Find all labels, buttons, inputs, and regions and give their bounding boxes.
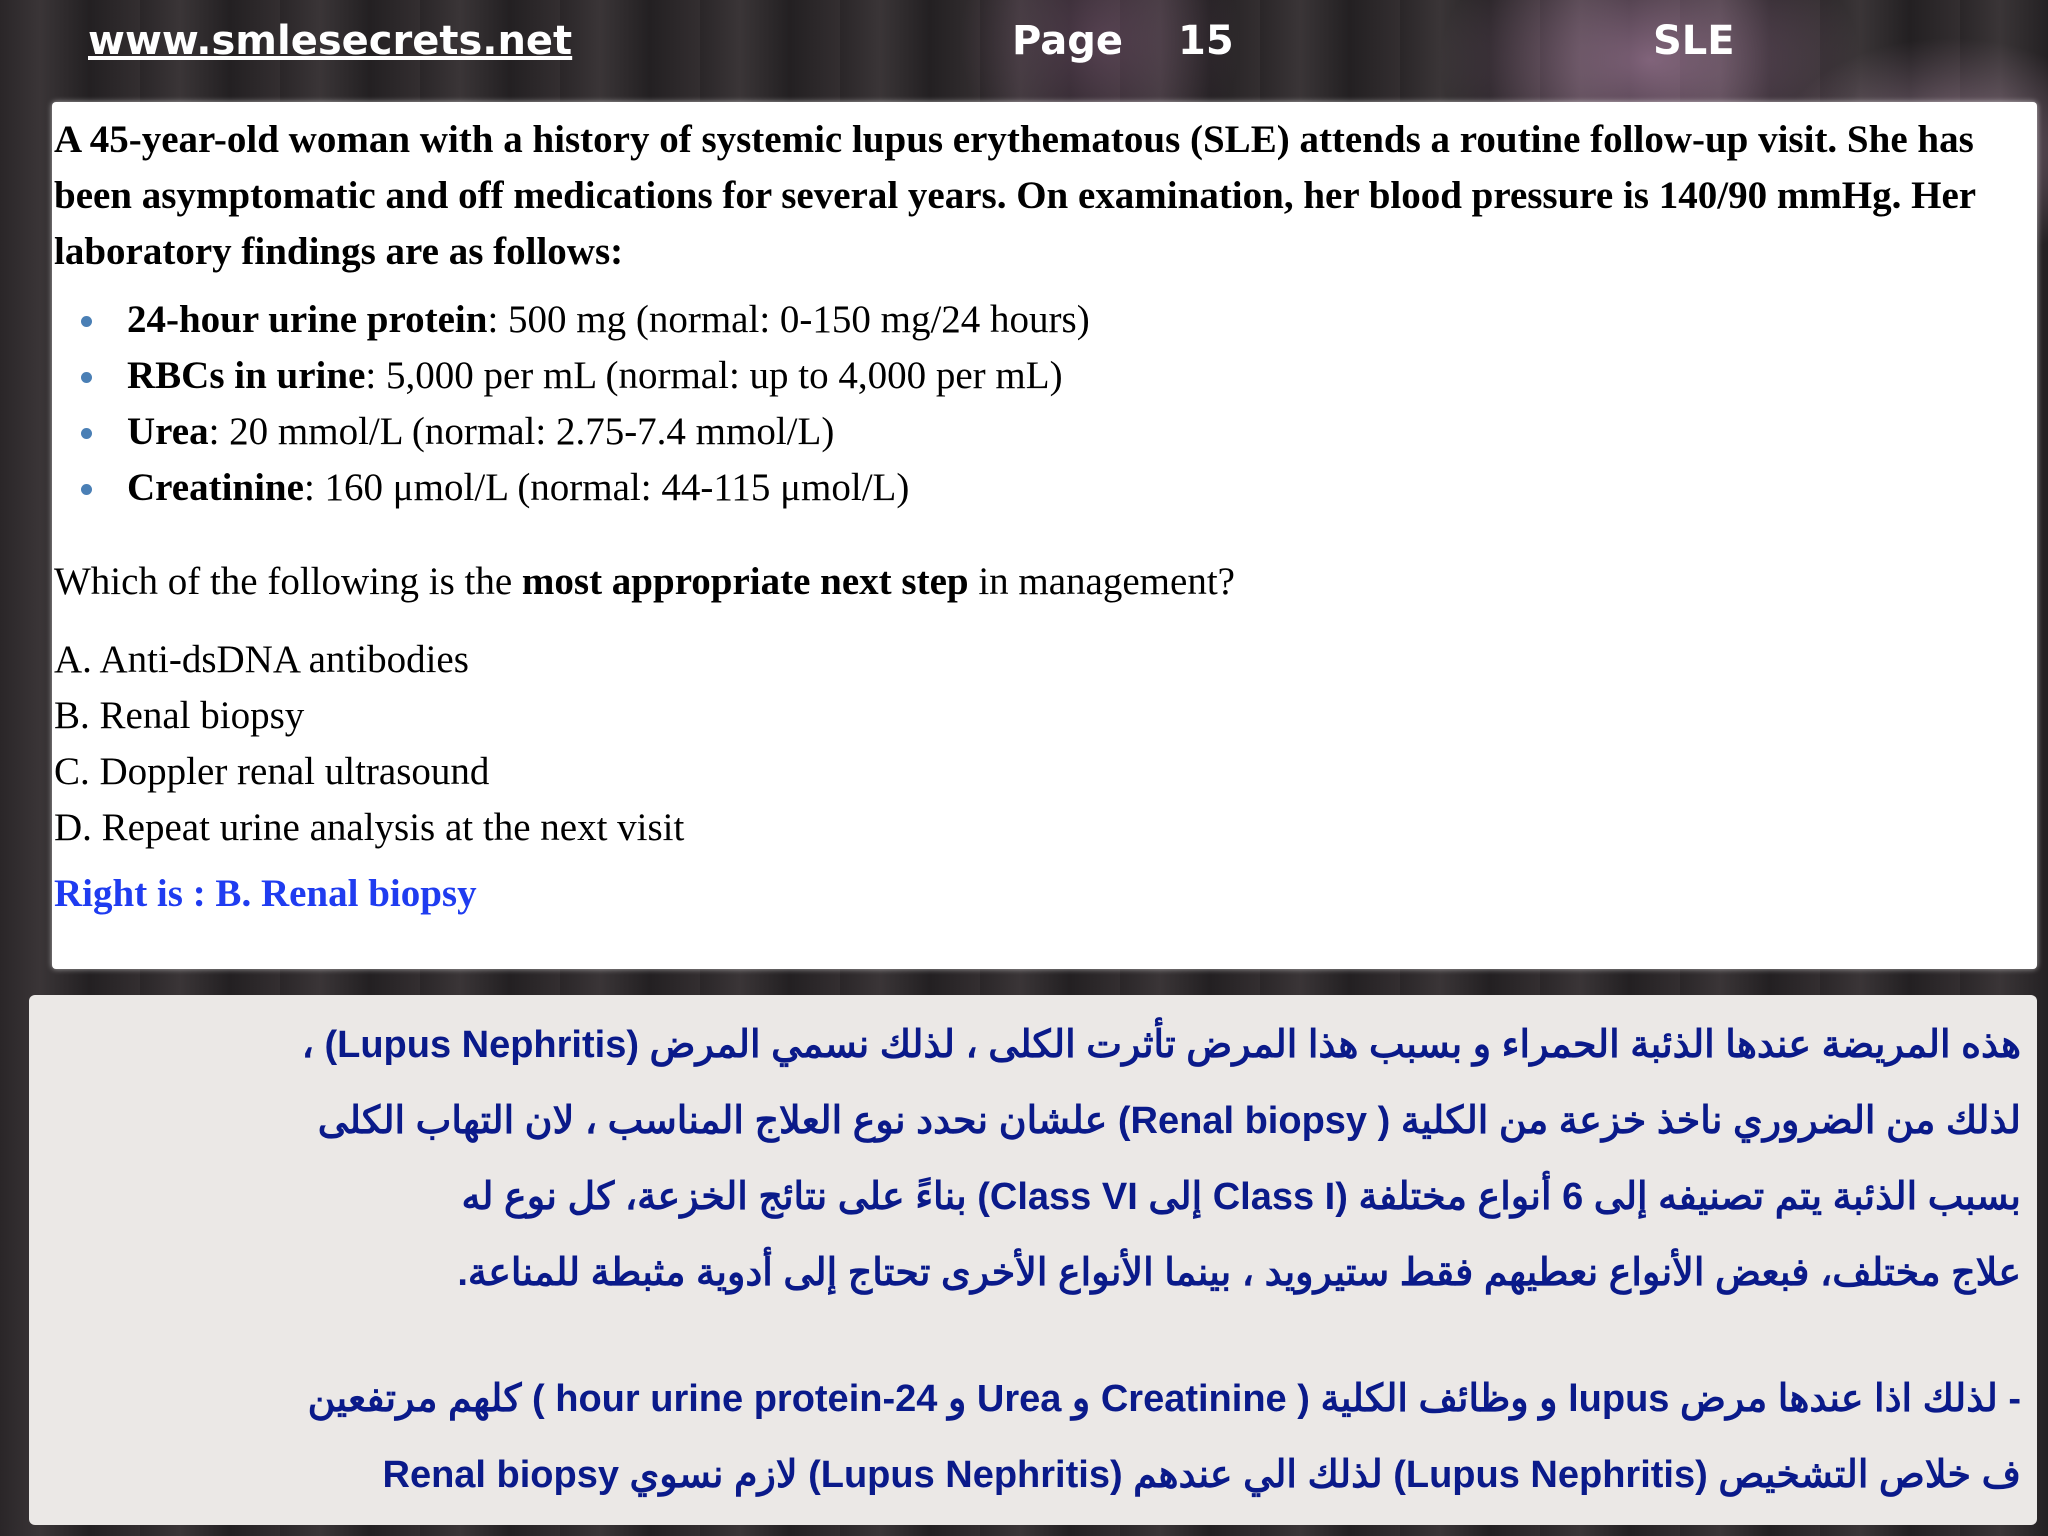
prompt-post: in management? (968, 560, 1235, 603)
lab-name: Urea (127, 410, 209, 453)
site-link[interactable]: www.smlesecrets.net (88, 18, 573, 64)
question-card (52, 102, 2037, 969)
correct-answer: Right is : B. Renal biopsy (54, 872, 477, 915)
explanation-line: لذلك من الضروري ناخذ خزعة من الكلية ( Renal biopsy) علشان نحدد نوع العلاج المناسب ، لان التهاب الكلى (317, 1100, 2021, 1142)
answer-options (54, 632, 2014, 856)
option-d[interactable]: D. Repeat urine analysis at the next visit (54, 806, 685, 849)
lab-item (127, 460, 2014, 516)
prompt-pre: Which of the following is the (54, 560, 522, 603)
prompt-bold: most appropriate next step (521, 560, 969, 603)
explanation-line: علاج مختلف، فبعض الأنواع نعطيهم فقط ستيرويد ، بينما الأنواع الأخرى تحتاج إلى أدوية مثبطة للمناعة. (457, 1252, 2021, 1294)
lab-item (127, 292, 2014, 348)
lab-value: : 5,000 per mL (normal: up to 4,000 per mL) (365, 354, 1063, 397)
option-c[interactable]: C. Doppler renal ultrasound (54, 750, 490, 793)
lab-name: 24-hour urine protein (127, 298, 488, 341)
explanation-line: بسبب الذئبة يتم تصنيفه إلى 6 أنواع مختلفة (Class I إلى Class VI) بناءً على نتائج الخزعة، كل نوع له (461, 1176, 2021, 1218)
lab-value: : 500 mg (normal: 0-150 mg/24 hours) (487, 298, 1090, 341)
option-b[interactable]: B. Renal biopsy (54, 694, 305, 737)
option-a[interactable]: A. Anti-dsDNA antibodies (54, 638, 469, 681)
question-prompt (54, 554, 2014, 610)
explanation-line: - لذلك اذا عندها مرض lupus و وظائف الكلية ( Creatinine و Urea و 24-hour urine protein ) كلهم مرتفعين (307, 1378, 2021, 1420)
explanation-line: ف خلاص التشخيص (Lupus Nephritis) لذلك الي عندهم (Lupus Nephritis) لازم نسوي Renal biopsy (382, 1454, 2021, 1496)
topic-label: SLE (1653, 18, 1735, 64)
lab-findings-list (54, 292, 2014, 516)
lab-name: Creatinine (127, 466, 304, 509)
page-number: 15 (1178, 18, 1234, 64)
question-stem: A 45-year-old woman with a history of systemic lupus erythematous (SLE) attends a routine follow-up visit. She has been asymptomatic and off medications for several years. On examination, her blood pressure is 140/90 mmHg. Her laboratory findings are as follows: (54, 118, 1976, 273)
lab-value: : 160 μmol/L (normal: 44-115 μmol/L) (303, 466, 910, 509)
lab-value: : 20 mmol/L (normal: 2.75-7.4 mmol/L) (208, 410, 835, 453)
page-label: Page (1012, 18, 1123, 64)
explanation-line: هذه المريضة عندها الذئبة الحمراء و بسبب هذا المرض تأثرت الكلى ، لذلك نسمي المرض (Lupus Nephritis) ، (301, 1024, 2021, 1066)
lab-item (127, 404, 2014, 460)
lab-name: RBCs in urine (127, 354, 366, 397)
explanation-card (29, 995, 2037, 1525)
lab-item (127, 348, 2014, 404)
